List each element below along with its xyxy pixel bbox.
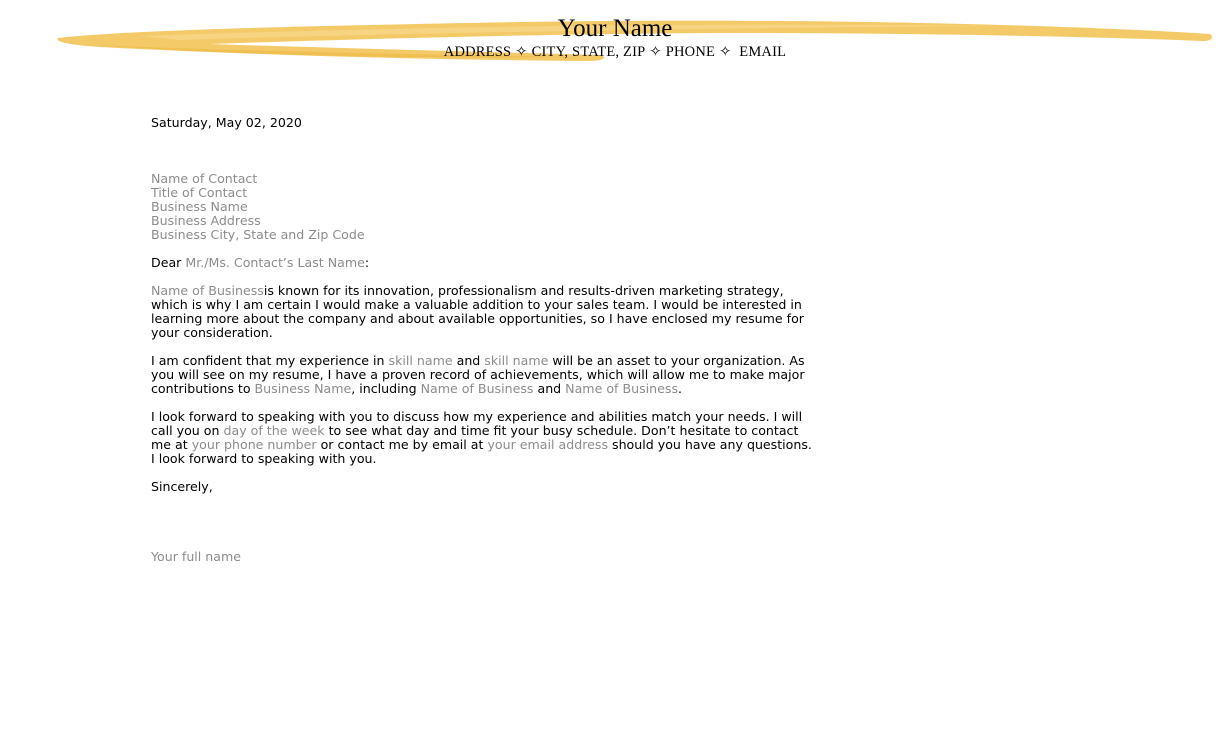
salutation [151, 256, 1111, 270]
paragraph-line [151, 354, 1111, 368]
email-placeholder: your email address [487, 437, 609, 452]
star-separator-icon: ✧ [649, 44, 662, 60]
text-run: is known for its innovation, professionalism and results-driven marketing strategy, [263, 283, 784, 298]
recipient-business: Business Name [151, 199, 248, 214]
recipient-title: Title of Contact [151, 185, 248, 200]
recipient-name: Name of Contact [151, 171, 258, 186]
paragraph-line: I look forward to speaking with you to discuss how my experience and abilities match your needs. I will [151, 409, 803, 424]
business-placeholder: Business Name [254, 381, 352, 396]
sender-address: ADDRESS [443, 44, 512, 60]
business-placeholder: Name of Business [565, 381, 679, 396]
paragraph-line [151, 438, 1111, 452]
sender-contact-line [0, 43, 1220, 61]
business-placeholder: Name of Business [151, 283, 264, 298]
paragraph-2 [151, 354, 1111, 396]
recipient-city-line: Business City, State and Zip Code [151, 227, 365, 242]
text-run: and [452, 353, 485, 368]
salutation-suffix: : [364, 255, 370, 270]
closing: Sincerely, [151, 479, 213, 494]
text-run: me at [151, 437, 192, 452]
paragraph-line [151, 424, 1111, 438]
sender-city-state-zip: CITY, STATE, ZIP [531, 44, 646, 60]
skill-placeholder: skill name [388, 353, 453, 368]
letter-date: Saturday, May 02, 2020 [151, 115, 302, 130]
text-run: should you have any questions. [608, 437, 812, 452]
day-placeholder: day of the week [223, 423, 325, 438]
salutation-name: Mr./Ms. Contact’s Last Name [185, 255, 365, 270]
salutation-prefix: Dear [151, 255, 182, 270]
text-run: to see what day and time fit your busy schedule. Don’t hesitate to contact [324, 423, 799, 438]
text-run: I am confident that my experience in [151, 353, 389, 368]
paragraph-line: you will see on my resume, I have a proven record of achievements, which will allow me to make major [151, 367, 805, 382]
text-run: or contact me by email at [316, 437, 488, 452]
recipient-block [151, 172, 1111, 242]
text-run: contributions to [151, 381, 255, 396]
paragraph-line [151, 382, 1111, 396]
business-placeholder: Name of Business [420, 381, 534, 396]
sender-email: EMAIL [739, 44, 787, 60]
star-separator-icon: ✧ [515, 44, 528, 60]
paragraph-line: your consideration. [151, 325, 273, 340]
paragraph-line [151, 284, 1111, 298]
paragraph-line: learning more about the company and about available opportunities, so I have enclosed my resume for [151, 311, 804, 326]
skill-placeholder: skill name [484, 353, 549, 368]
signature-name: Your full name [151, 549, 242, 564]
paragraph-1 [151, 284, 1111, 340]
text-run: will be an asset to your organization. As [548, 353, 805, 368]
recipient-address: Business Address [151, 213, 261, 228]
phone-placeholder: your phone number [191, 437, 317, 452]
sender-name: Your Name [557, 15, 673, 42]
paragraph-line: I look forward to speaking with you. [151, 451, 377, 466]
letter-body [151, 116, 1111, 564]
star-separator-icon: ✧ [719, 44, 732, 60]
text-run: . [678, 381, 683, 396]
paragraph-line: which is why I am certain I would make a valuable addition to your sales team. I would be interested in [151, 297, 802, 312]
paragraph-3 [151, 410, 1111, 466]
text-run: call you on [151, 423, 224, 438]
text-run: , including [351, 381, 421, 396]
sender-phone: PHONE [665, 44, 716, 60]
text-run: and [533, 381, 566, 396]
